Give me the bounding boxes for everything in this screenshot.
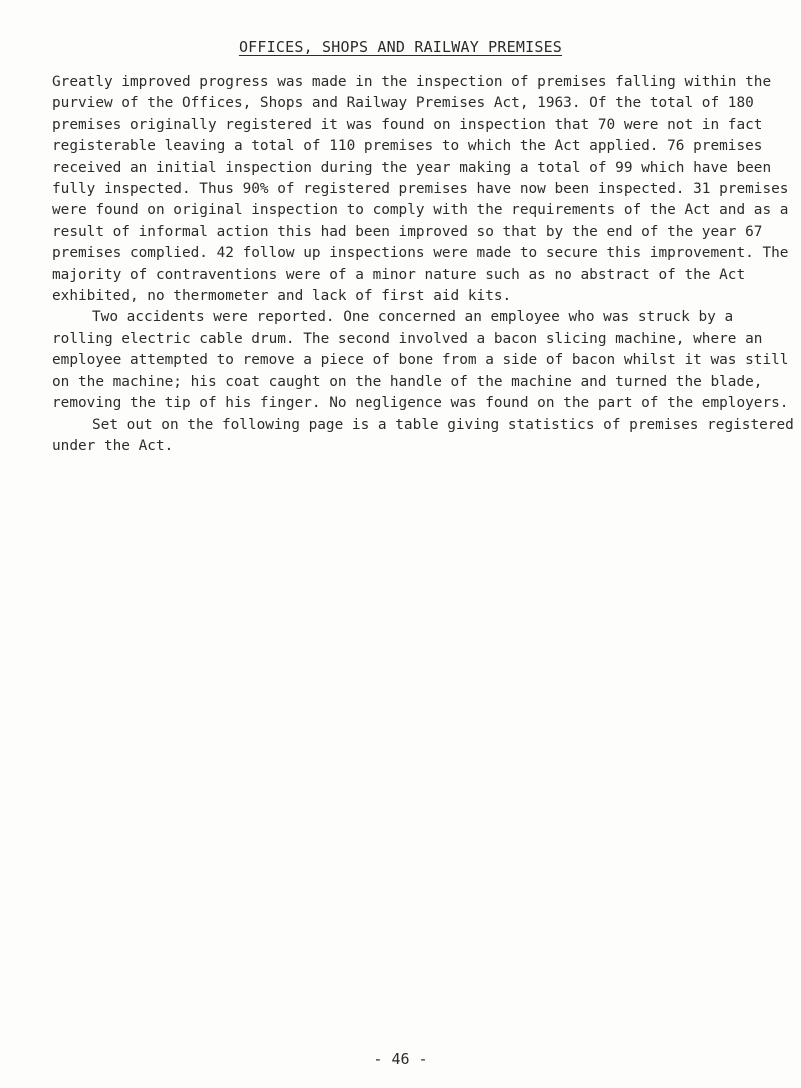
page-number: - 46 - [373,1050,428,1068]
paragraph-accidents: Two accidents were reported. One concerned an employee who was struck by a rolling electric cable drum. The second involved a bacon slicing machine, where an employee attempted to remove a piece of bone from a side of bacon whilst it was still on the machine; his coat caught on the handle of the machine and turned the blade, removing the tip of his finger. No negligence was found on the part of the employers. [52,309,789,412]
page-title: OFFICES, SHOPS AND RAILWAY PREMISES [238,38,563,56]
body-text [52,72,794,457]
paragraph-inspection-progress: Greatly improved progress was made in the inspection of premises falling within the purview of the Offices, Shops and Railway Premises Act, 1963. Of the total of 180 premises originally registered it was found on inspection that 70 were not in fact registerable leaving a total of 110 premises to which the Act applied. 76 premises received an initial inspection during the year making a total of 99 which have been fully inspected. Thus 90% of registered premises have now been inspected. 31 premises were found on original inspection to comply with the requirements of the Act and as a result of informal action this had been improved so that by the end of the year 67 premises complied. 42 follow up inspections were made to secure this improvement. The majority of contraventions were of a minor nature such as no abstract of the Act exhibited, no thermometer and lack of first aid kits. [52,74,789,305]
paragraph-table-note: Set out on the following page is a table giving statistics of premises registered under the Act. [52,416,794,454]
